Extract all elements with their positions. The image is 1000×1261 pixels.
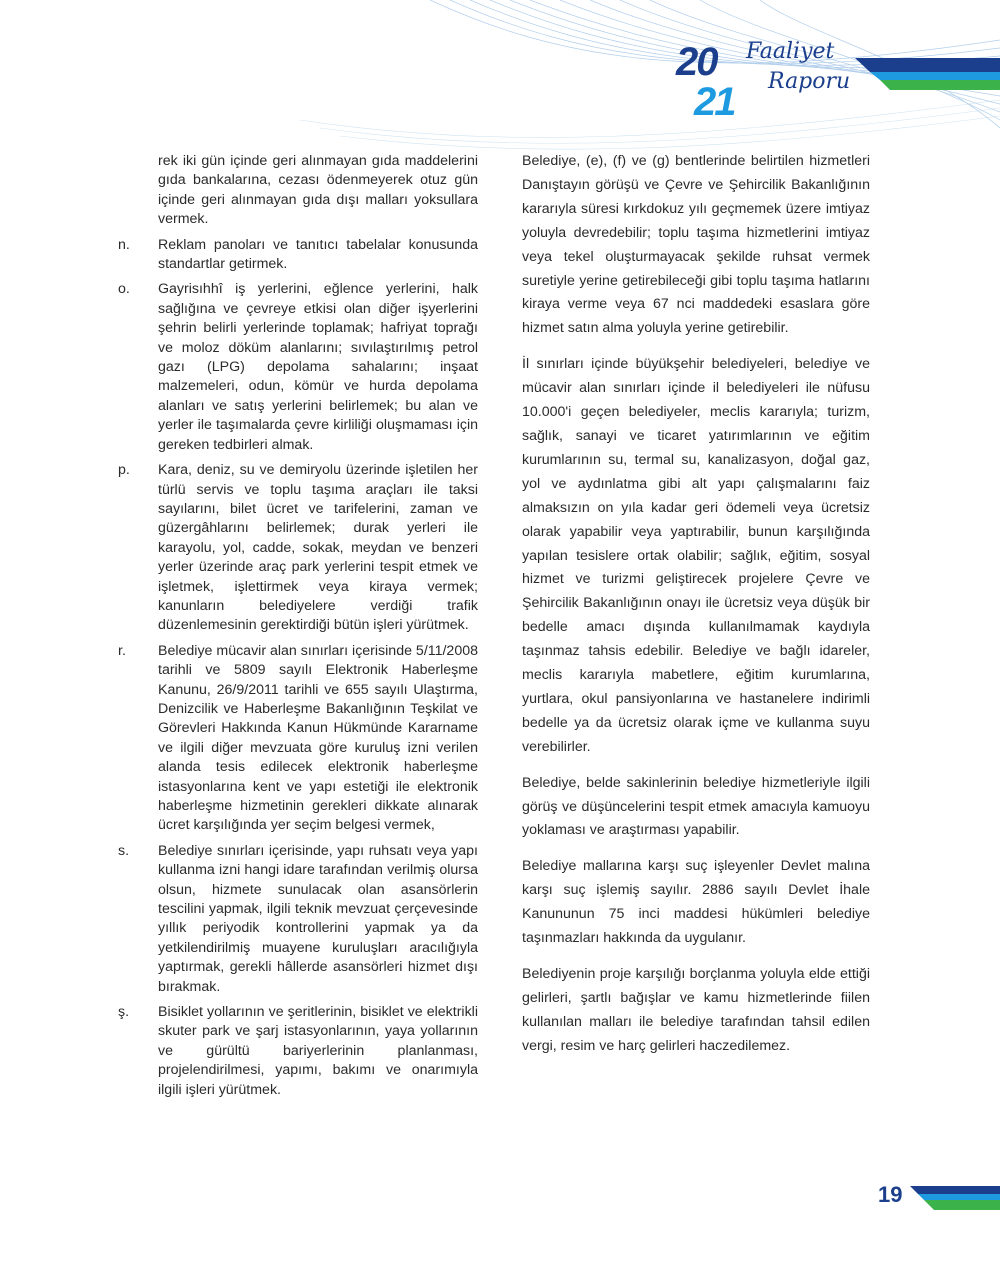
paragraph: Belediye mallarına karşı suç işleyenler Devlet malına karşı suç işlemiş sayılır. 2886 sayılı Devlet İhale Kanununun 75 inci maddesi hükümleri belediye taşınmazları hakkında da uygulanır. [522,858,870,947]
page-number: 19 [878,1182,903,1207]
list-item-text: Gayrisıhhî iş yerlerini, eğlence yerlerini, halk sağlığına ve çevreye etkisi olan diğer işyerlerini şehrin belirli yerlerinde toplamak; hafriyat toprağı ve moloz döküm alanlarını; sıvılaştırılmış petrol gazı (LPG) depolama sahalarını; inşaat malzemeleri, odun, kömür ve hurda depolama alanları ve satış yerlerini belirlemek; bu alan ve yerler ile taşımalarda çevre kirliliği oluşmaması için gereken tedbirleri almak. [158,281,478,453]
list-item-text: Belediye mücavir alan sınırları içerisinde 5/11/2008 tarihli ve 5809 sayılı Elektronik Haberleşme Kanunu, 26/9/2011 tarihli ve 655 sayılı Ulaştırma, Denizcilik ve Haberleşme Bakanlığının Teşkilat ve Görevleri Hakkında Kanun Hükmünde Kararname ve ilgili diğer mevzuata göre kuruluş izni verilen alanda tesis edilecek elektronik haberleşme istasyonlarına kent ve yapı estetiği ile elektronik haberleşme hizmetinin gerekleri dikkate alınarak ücret karşılığında yer seçim belgesi vermek, [158,642,478,834]
logo-year [676,42,735,122]
list-item [118,642,478,836]
left-column [118,152,478,1106]
logo-title: Faaliyet [746,39,835,64]
list-marker: r. [118,642,126,659]
list-item-text: Kara, deniz, su ve demiryolu üzerinde işletilen her türlü servis ve toplu taşıma araçları ile taksi sayılarını, bilet ücret ve tarifelerini, zaman ve güzergâhlarını belirlemek; durak yerleri ile karayolu, yol, cadde, sokak, meydan ve benzeri yerler üzerinde araç park yerlerini tespit etmek ve işletmek, işlettirmek veya kiraya vermek; kanunların belediyelere verdiği trafik düzenlemesinin gerektirdiği bütün işleri yürütmek. [158,462,478,634]
list-marker: s. [118,842,130,859]
list-item [118,461,478,636]
list-item [118,842,478,997]
list-marker: o. [118,281,130,298]
logo-year-part2: 21 [694,80,735,124]
list-item-text: Bisiklet yollarının ve şeritlerinin, bisiklet ve elektrikli skuter park ve şarj istasyonlarının, yaya yollarının ve gürültü bariyerlerinin planlanması, projelendirilmesi, yapımı, bakımı ve onarımıyla ilgili işleri yürütmek. [158,1004,478,1098]
logo-subtitle: Raporu [768,69,851,94]
paragraph: Belediye, (e), (f) ve (g) bentlerinde belirtilen hizmetleri Danıştayın görüşü ve Çevre ve Şehircilik Bakanlığının kararıyla süresi kırkdokuz yılı geçmemek üzere imtiyaz yoluyla devredebilir; toplu taşıma hizmetlerini imtiyaz veya tekel oluşturmayacak şekilde ruhsat vermek suretiyle yerine getirebileceği gibi toplu taşıma hatlarını kiraya verme veya 67 nci maddedeki esaslara göre hizmet satın alma yoluyla yerine getirebilir. [522,153,870,337]
list-marker: p. [118,462,130,479]
list-item [118,1003,478,1100]
list-item [118,236,478,275]
report-logo [676,39,851,124]
paragraph: Belediye, belde sakinlerinin belediye hizmetleriyle ilgili görüş ve düşüncelerini tespit etmek amacıyla kamuoyu yoklaması ve araştırması yapabilir. [522,774,870,839]
paragraph: İl sınırları içinde büyükşehir belediyeleri, belediye ve mücavir alan sınırları içinde il belediyeleri ile nüfusu 10.000'i geçen belediyeler, meclis kararıyla; turizm, sağlık, sanayi ve ticaret yatırımlarının ve eğitim kurumlarının su, termal su, kanalizasyon, doğal gaz, yol ve aydınlatma gibi alt yapı çalışmalarını faiz almaksızın on yıla kadar geri ödemeli veya ücretsiz olarak yapabilir veya yaptırabilir, bunun karşılığında yapılan tesislere ortak olabilir; sağlık, eğitim, sosyal hizmet ve turizmi geliştirecek projelere Çevre ve Şehircilik Bakanlığının onayı ile ücretsiz veya düşük bir bedelle amacı dışında kullanılmamak kaydıyla taşınmaz tahsis edebilir. Belediye ve bağlı idareler, meclis kararıyla mabetlere, eğitim kurumlarına, yurtlara, okul pansiyonlarına ve hastanelere indirimli bedelle ya da ücretsiz olarak içme ve kullanma suyu verebilirler. [522,356,870,755]
list-item-text: rek iki gün içinde geri alınmayan gıda maddelerini gıda bankalarına, cezası ödenmeyerek otuz gün içinde geri alınmayan gıda dışı malları yoksullara vermek. [158,153,478,228]
footer-stripe-decoration [900,1180,1000,1220]
list-marker: ş. [118,1004,130,1021]
list-item-text: Belediye sınırları içerisinde, yapı ruhsatı veya yapı kullanma izni hangi idare tarafından verilmiş olursa olsun, hizmete sunulacak olan asansörlerin tescilini yapmak, ilgili teknik mevzuat çerçevesinde yıllık periyodik kontrollerini yapmak ya da yetkilendirilmiş muayene kuruluşları aracılığıyla yaptırmak, gerekli hâllerde asansörleri hizmet dışı bırakmak. [158,842,478,995]
list-item [118,152,478,230]
list-item [118,280,478,455]
list-item-text: Reklam panoları ve tanıtıcı tabelalar konusunda standartlar getirmek. [158,236,478,273]
right-column [522,150,870,1071]
list-marker: n. [118,236,130,253]
logo-year-part1: 20 [676,40,717,84]
paragraph: Belediyenin proje karşılığı borçlanma yoluyla elde ettiği gelirleri, şartlı bağışlar ve kamu hizmetlerinde fiilen kullanılan malları ile belediye tarafından tahsil edilen vergi, resim ve harç gelirleri haczedilemez. [522,966,870,1054]
